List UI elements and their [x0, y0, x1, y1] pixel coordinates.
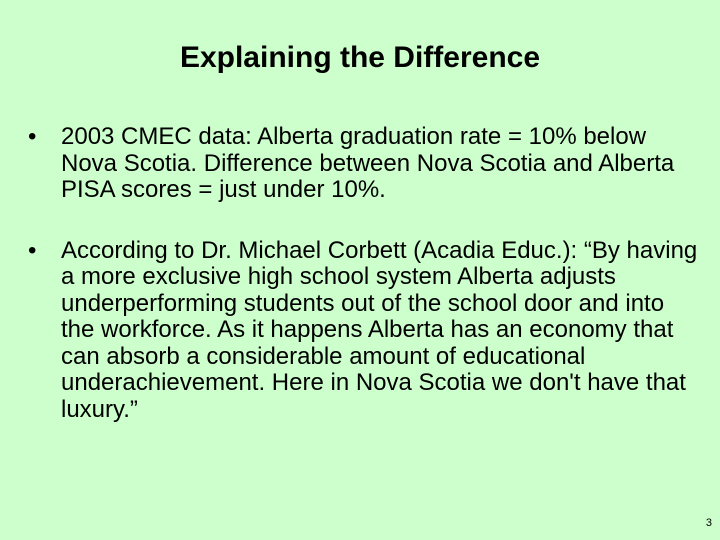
bullet-marker: •	[28, 236, 37, 264]
bullet-list	[28, 124, 698, 423]
slide-number: 3	[705, 517, 712, 529]
bullet-item-cmec-data	[28, 124, 698, 204]
bullet-text: According to Dr. Michael Corbett (Acadia Educ.): “By having a more exclusive high school system Alberta adjusts underperforming students out of the school door and into the workforce. As it happens Alberta has an economy that can absorb a considerable amount of educational underachievement. Here in Nova Scotia we don't have that luxury.”	[61, 236, 698, 423]
bullet-text: 2003 CMEC data: Alberta graduation rate = 10% below Nova Scotia. Difference between Nova Scotia and Alberta PISA scores = just under 10%.	[61, 123, 675, 203]
bullet-marker: •	[28, 123, 37, 150]
bullet-item-corbett-quote	[28, 238, 698, 424]
slide-title: Explaining the Difference	[179, 41, 541, 74]
